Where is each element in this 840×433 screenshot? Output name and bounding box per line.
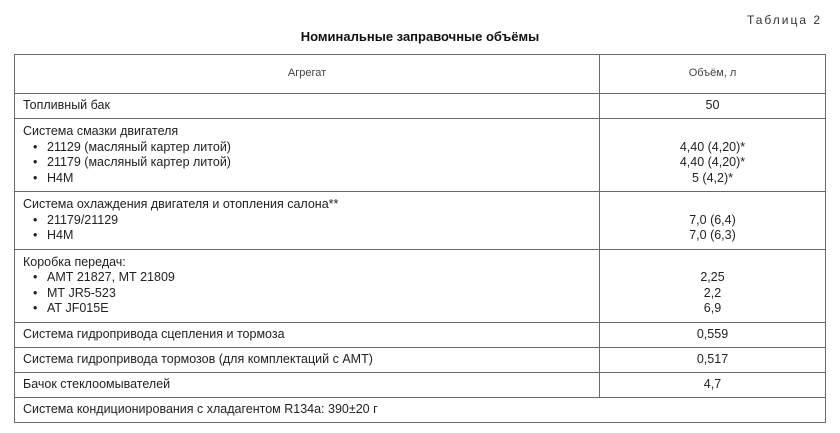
table-title: Номинальные заправочные объёмы — [300, 29, 540, 44]
list-item — [23, 270, 591, 286]
row-name: Система гидропривода тормозов (для комплектаций с АМТ) — [15, 347, 600, 372]
list-item-label: АМТ 21827, МТ 21809 — [47, 270, 175, 284]
list-item-label: Н4М — [47, 228, 74, 242]
header-unit: Агрегат — [15, 55, 600, 94]
list-item-value: 7,0 (6,4) — [689, 212, 736, 227]
list-item — [23, 155, 591, 171]
header-volume: Объём, л — [600, 55, 826, 94]
row-name: Бачок стеклоомывателей — [15, 372, 600, 397]
bullet-icon: • — [33, 285, 38, 300]
list-item — [23, 228, 591, 244]
row-name: Система гидропривода сцепления и тормоза — [15, 322, 600, 347]
list-item-value: 4,40 (4,20)* — [679, 139, 746, 154]
list-item-value: 7,0 (6,3) — [689, 228, 736, 242]
row-name-cell — [15, 119, 600, 192]
row-values-cell — [600, 192, 826, 250]
list-item-value: 2,2 — [703, 285, 722, 300]
row-name: Топливный бак — [15, 94, 600, 119]
row-values-cell — [600, 119, 826, 192]
bullet-icon: • — [33, 155, 38, 169]
list-item-label: Н4М — [47, 170, 74, 185]
row-name-cell — [15, 192, 600, 250]
row-value: 0,559 — [600, 322, 826, 347]
row-value: 4,7 — [600, 372, 826, 397]
list-item — [23, 171, 591, 187]
table-header-row — [15, 55, 826, 94]
bullet-icon: • — [33, 301, 38, 315]
fill-volumes-table — [14, 54, 826, 423]
row-name: Система кондиционирования с хладагентом R134a: 390±20 г — [15, 397, 826, 422]
table-row — [15, 347, 826, 372]
row-value: 0,517 — [600, 347, 826, 372]
row-name: Система охлаждения двигателя и отопления салона** — [23, 197, 339, 211]
table-row — [15, 249, 826, 322]
list-item — [23, 213, 591, 229]
table-row — [15, 192, 826, 250]
list-item-label: 21179 (масляный картер литой) — [47, 155, 231, 169]
table-row — [15, 94, 826, 119]
list-item-label: АТ JF015E — [47, 301, 109, 315]
row-value: 50 — [600, 94, 826, 119]
table-row — [15, 397, 826, 422]
list-item-value: 2,25 — [700, 270, 725, 284]
list-item-label: 21179/21129 — [47, 212, 119, 227]
list-item — [23, 140, 591, 156]
bullet-icon: • — [33, 139, 38, 154]
list-item — [23, 286, 591, 302]
row-name: Система смазки двигателя — [23, 124, 179, 138]
list-item — [23, 301, 591, 317]
list-item-value: 6,9 — [703, 301, 722, 315]
table-row — [15, 119, 826, 192]
bullet-icon: • — [33, 170, 38, 185]
list-item-label: 21129 (масляный картер литой) — [47, 139, 231, 154]
bullet-icon: • — [33, 228, 38, 242]
list-item-value: 4,40 (4,20)* — [679, 155, 746, 169]
bullet-icon: • — [33, 270, 38, 284]
bullet-icon: • — [33, 212, 38, 227]
list-item-value: 5 (4,2)* — [692, 170, 733, 185]
table-row — [15, 372, 826, 397]
row-name-cell — [15, 249, 600, 322]
table-row — [15, 322, 826, 347]
row-name: Коробка передач: — [23, 254, 126, 269]
list-item-label: МТ JR5-523 — [47, 285, 116, 300]
row-values-cell — [600, 249, 826, 322]
table-number-label: Таблица 2 — [746, 13, 822, 27]
